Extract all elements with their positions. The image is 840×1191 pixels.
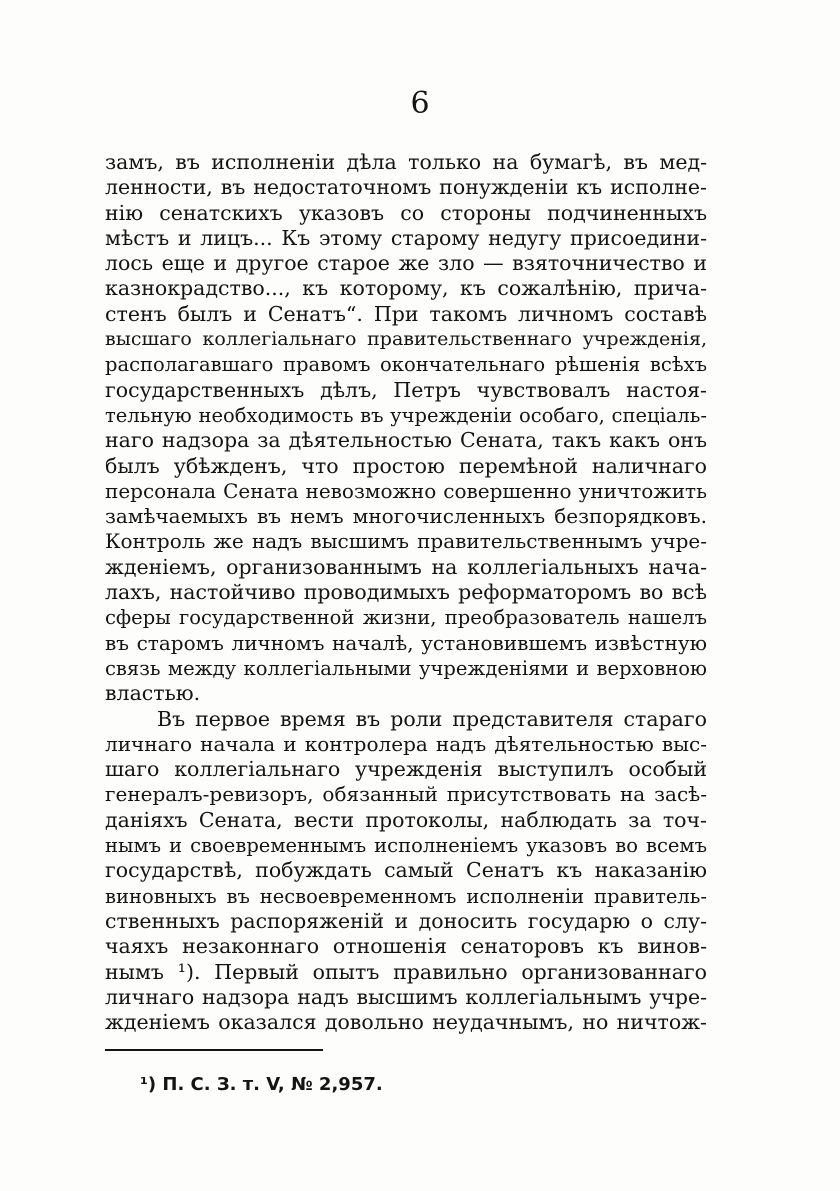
text-line: Контроль же надъ высшимъ правительственнымъ учре-	[105, 529, 707, 554]
text-line: сферы государственной жизни, преобразователь нашелъ	[105, 606, 707, 630]
text-line: стенъ былъ и Сенатъ“. При такомъ личномъ составѣ	[105, 301, 707, 326]
footnote-divider	[105, 1049, 323, 1051]
text-line: тельную необходимость въ учрежденіи особаго, спеціаль-	[105, 403, 707, 427]
text-line: жденіемъ оказался довольно неудачнымъ, но ничтож-	[105, 1010, 707, 1035]
text-line: мѣстъ и лицъ... Къ этому старому недугу присоедини-	[105, 225, 707, 250]
text-line: нію сенатскихъ указовъ со стороны подчиненныхъ	[105, 200, 707, 225]
page-number: 6	[410, 86, 430, 121]
text-line: государственныхъ дѣлъ, Петръ чувствовалъ настоя-	[105, 377, 707, 402]
text-line: замѣчаемыхъ въ немъ многочисленныхъ безпорядковъ.	[105, 504, 707, 529]
text-line: генералъ-ревизоръ, обязанный присутствовать на засѣ-	[105, 782, 707, 807]
text-line: былъ убѣжденъ, что простою перемѣной наличнаго	[105, 453, 707, 478]
footnote: ¹) П. С. З. т. V, № 2,957.	[140, 1074, 383, 1095]
text-line: располагавшаго правомъ окончательнаго рѣшенія всѣхъ	[105, 353, 707, 377]
text-line: государствѣ, побуждать самый Сенатъ къ наказанію	[105, 858, 707, 883]
text-line: виновныхъ въ несвоевременномъ исполненіи правитель-	[105, 884, 707, 908]
text-line: ленности, въ недостаточномъ понужденіи къ исполне-	[105, 175, 707, 200]
text-line: шаго коллегіальнаго учрежденія выступилъ особый	[105, 757, 707, 782]
text-line: Въ первое время въ роли представителя стараго	[157, 706, 707, 731]
text-line: личнаго начала и контролера надъ дѣятельностью выс-	[105, 731, 707, 756]
text-line: персонала Сената невозможно совершенно уничтожить	[105, 478, 707, 503]
text-line: наго надзора за дѣятельностью Сената, такъ какъ онъ	[105, 428, 707, 453]
text-line: даніяхъ Сената, вести протоколы, наблюдать за точ-	[105, 807, 707, 832]
text-line: высшаго коллегіальнаго правительственнаго учрежденія,	[105, 328, 707, 351]
text-line: связь между коллегіальными учрежденіями и верховною	[105, 656, 707, 680]
text-line: въ старомъ личномъ началѣ, установившемъ извѣстную	[105, 630, 707, 655]
text-line: нымъ и своевременнымъ исполненіемъ указовъ во всемъ	[105, 834, 707, 858]
text-line: жденіемъ, организованнымъ на коллегіальныхъ нача-	[105, 554, 707, 579]
text-line: лахъ, настойчиво проводимыхъ реформаторомъ во всѣ	[105, 580, 707, 605]
text-line: властью.	[105, 681, 201, 706]
text-line: лось еще и другое старое же зло — взяточничество и	[105, 251, 707, 276]
text-line: чаяхъ незаконнаго отношенія сенаторовъ къ винов-	[105, 934, 707, 959]
body-text	[105, 150, 707, 1035]
text-line: нымъ ¹). Первый опытъ правильно организованнаго	[105, 959, 707, 984]
text-line: личнаго надзора надъ высшимъ коллегіальнымъ учре-	[105, 984, 707, 1009]
text-line: замъ, въ исполненіи дѣла только на бумагѣ, въ мед-	[105, 150, 707, 174]
text-line: ственныхъ распоряженій и доносить государю о слу-	[105, 908, 707, 933]
text-line: казнокрадство..., къ которому, къ сожалѣнію, прича-	[105, 276, 707, 301]
